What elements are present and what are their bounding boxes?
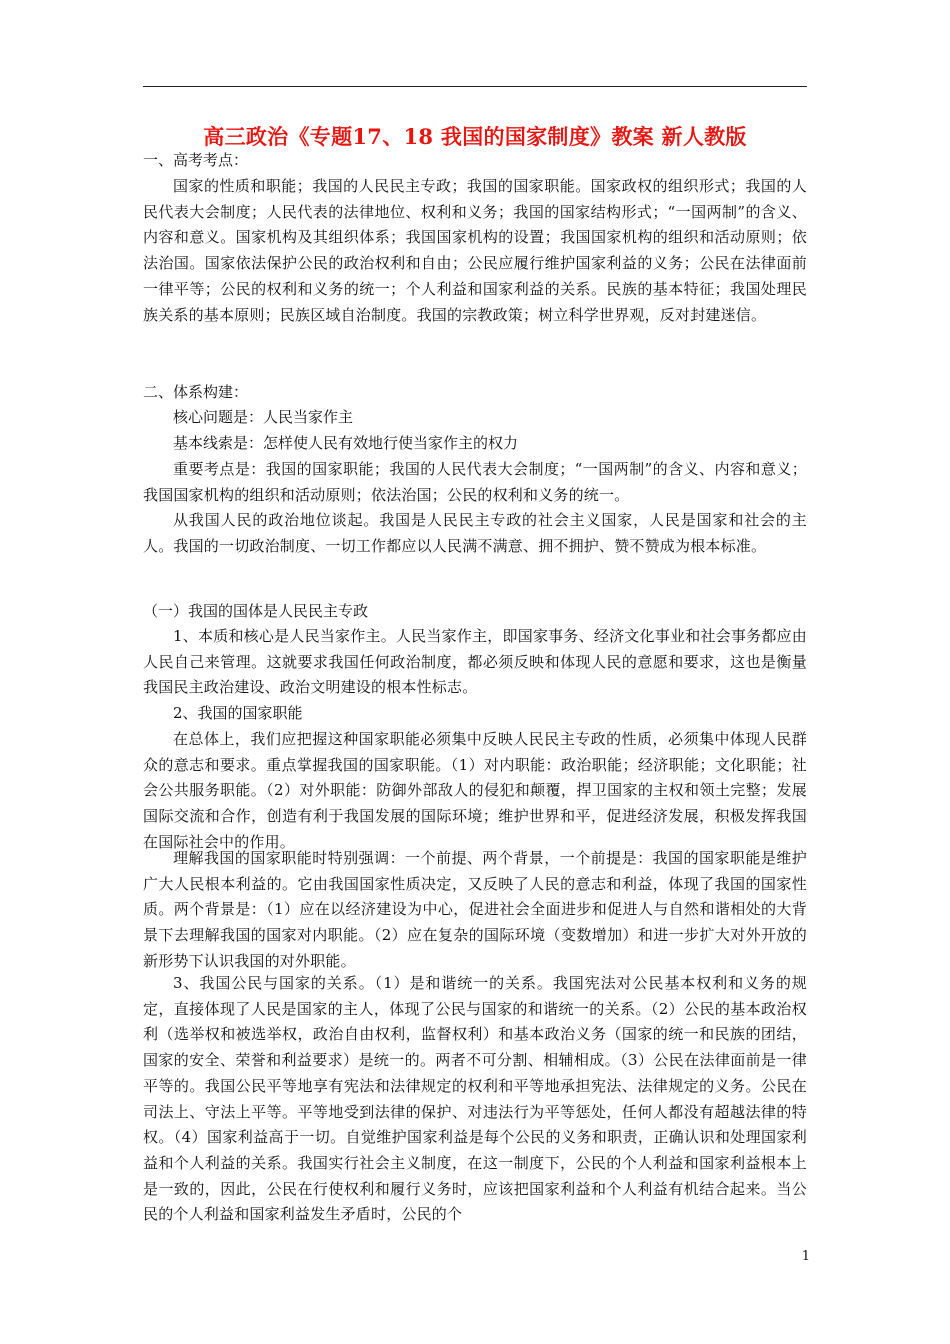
header-rule: [143, 86, 807, 87]
paragraph-exam-points: 国家的性质和职能；我国的人民民主专政；我国的国家职能。国家政权的组织形式；我国的人民代表大会制度；人民代表的法律地位、权利和义务；我国的国家结构形式；“一国两制”的含义、内容和意义。国家机构及其组织体系；我国国家机构的设置；我国国家机构的组织和活动原则；依法治国。国家依法保护公民的政治权利和自由；公民应履行维护国家利益的义务；公民在法律面前一律平等；公民的权利和义务的统一；个人利益和国家利益的关系。民族的基本特征；我国处理民族关系的基本原则；民族区域自治制度。我国的宗教政策；树立科学世界观，反对封建迷信。: [143, 177, 807, 324]
section-heading-system: 二、体系构建：: [143, 383, 249, 401]
subheading-state-functions: 2、我国的国家职能: [173, 704, 303, 722]
core-question: 核心问题是：人民当家作主: [173, 408, 354, 426]
page-number: 1: [801, 1249, 810, 1264]
paragraph-state-functions: 在总体上，我们应把握这种国家职能必须集中反映人民民主专政的性质，必须集中体现人民群众的意志和要求。重点掌握我国的国家职能。（1）对内职能：政治职能；经济职能；文化职能；社会公共服务职能。（2）对外职能：防御外部敌人的侵犯和颠覆，捍卫国家的主权和领土完整；发展国际交流和合作，创造有利于我国发展的国际环境；维护世界和平，促进经济发展，积极发挥我国在国际社会中的作用。: [143, 730, 807, 851]
paragraph-essence: 1、本质和核心是人民当家作主。人民当家作主，即国家事务、经济文化事业和社会事务都应由人民自己来管理。这就要求我国任何政治制度，都必须反映和体现人民的意愿和要求，这也是衡量我国民主政治建设、政治文明建设的根本性标志。: [143, 627, 807, 697]
paragraph-understanding-functions: 理解我国的国家职能时特别强调：一个前提、两个背景，一个前提是：我国的国家职能是维护广大人民根本利益的。它由我国国家性质决定，又反映了人民的意志和利益，体现了我国的国家性质。两个背景是：（1）应在以经济建设为中心，促进社会全面进步和促进人与自然和谐相处的大背景下去理解我国的国家对内职能。（2）应在复杂的国际环境（变数增加）和进一步扩大对外开放的新形势下认识我国的对外职能。: [143, 849, 807, 970]
section-heading-exam-points: 一、高考考点：: [143, 151, 249, 169]
paragraph-citizen-state: 3、我国公民与国家的关系。（1）是和谐统一的关系。我国宪法对公民基本权利和义务的规定，直接体现了人民是国家的主人，体现了公民与国家的和谐统一的关系。（2）公民的基本政治权利（选举权和被选举权，政治自由权利，监督权利）和基本政治义务（国家的统一和民族的团结，国家的安全、荣誉和利益要求）是统一的。两者不可分割、相辅相成。（3）公民在法律面前是一律平等的。我国公民平等地享有宪法和法律规定的权利和平等地承担宪法、法律规定的义务。公民在司法上、守法上平等。平等地受到法律的保护、对违法行为平等惩处，任何人都没有超越法律的特权。（4）国家利益高于一切。自觉维护国家利益是每个公民的义务和职责，正确认识和处理国家利益和个人利益的关系。我国实行社会主义制度，在这一制度下，公民的个人利益和国家利益根本上是一致的，因此，公民在行使权利和履行义务时，应该把国家利益和个人利益有机结合起来。当公民的个人利益和国家利益发生矛盾时，公民的个: [143, 974, 807, 1224]
key-points: 重要考点是：我国的国家职能；我国的人民代表大会制度；“一国两制”的含义、内容和意义；我国国家机构的组织和活动原则；依法治国；公民的权利和义务的统一。: [143, 460, 807, 504]
section-heading-state-system: （一）我国的国体是人民民主专政: [143, 602, 369, 620]
paragraph-political-status: 从我国人民的政治地位谈起。我国是人民民主专政的社会主义国家，人民是国家和社会的主人。我国的一切政治制度、一切工作都应以人民满不满意、拥不拥护、赞不赞成为根本标准。: [143, 511, 807, 555]
basic-clue: 基本线索是：怎样使人民有效地行使当家作主的权力: [173, 434, 519, 452]
document-title: 高三政治《专题17、18 我国的国家制度》教案 新人教版: [203, 124, 747, 149]
